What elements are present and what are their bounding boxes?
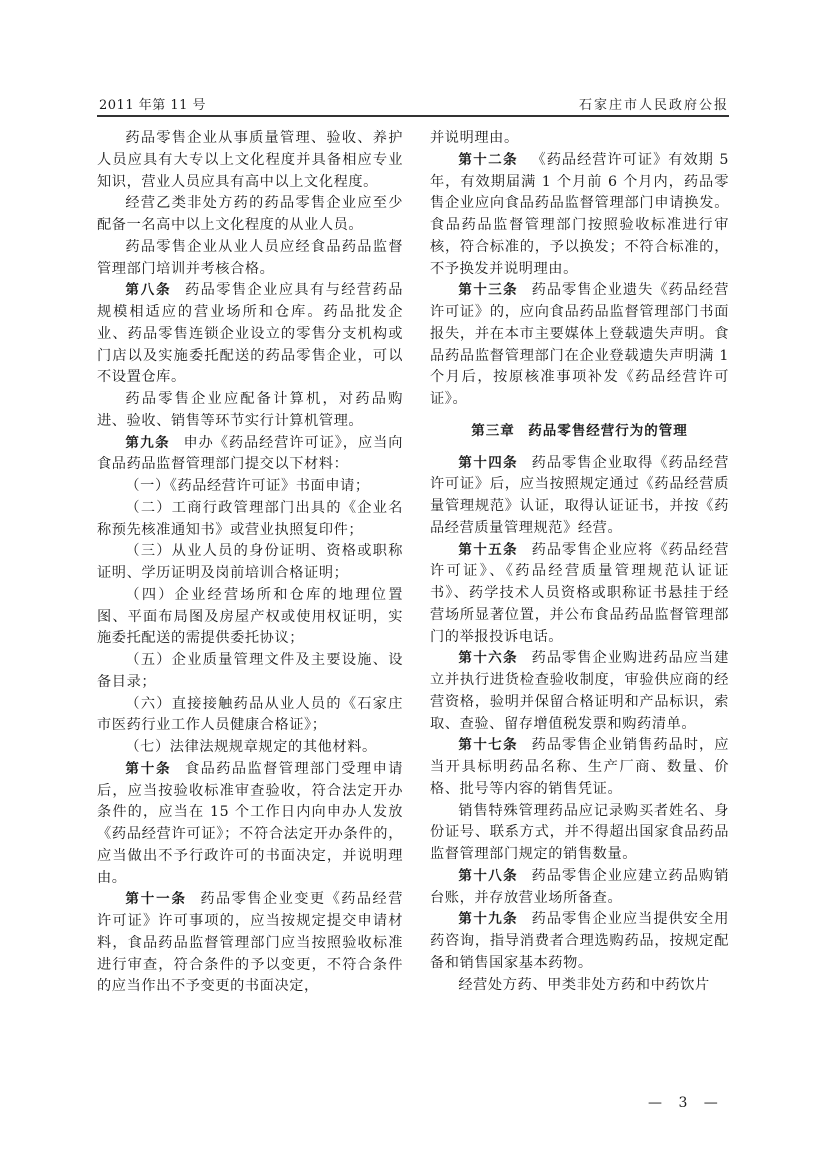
paragraph [97, 694, 403, 738]
paragraph [97, 476, 403, 498]
paragraph-text: （一）《药品经营许可证》书面申请； [125, 478, 370, 494]
article-number: 第十二条 [458, 151, 519, 168]
paragraph [97, 498, 403, 542]
page-number: — 3 — [648, 1095, 724, 1111]
article-number: 第十四条 [458, 454, 519, 471]
publication-title: 石家庄市人民政府公报 [578, 98, 729, 113]
left-column [97, 128, 403, 998]
paragraph-text: 《药品经营许可证》有效期 5 年，有效期届满 1 个月前 6 个月内，药品零售企业应向食品药品监督管理部门申请换发。食品药品监督管理部门按照验收标准进行审核，符合标准的，予以换发；不符合标准的，不予换发并说明理由。 [430, 151, 730, 277]
right-column-top [430, 128, 729, 411]
paragraph [430, 975, 729, 997]
paragraph-text: （六）直接接触药品从业人员的《石家庄市医药行业工作人员健康合格证》； [97, 695, 403, 734]
article-number: 第十九条 [458, 911, 519, 928]
paragraph-text: 药品零售企业从业人员应经食品药品监督管理部门培训并考核合格。 [97, 238, 403, 277]
right-column [430, 128, 729, 996]
paragraph [97, 193, 403, 237]
paragraph [430, 801, 729, 866]
paragraph [97, 389, 403, 433]
paragraph-text: 药品零售企业遗失《药品经营许可证》的，应向食品药品监督管理部门书面报失，并在本市主要媒体上登载遗失声明。食品药品监督管理部门在企业登载遗失声明满 1 个月后，按原核准事项补发《药品经营许可证》。 [430, 282, 729, 407]
paragraph-text: 药品零售企业购进药品应当建立并执行进货检查验收制度，审验供应商的经营资格，验明并保留合格证明和产品标识，索取、查验、留存增值税发票和购药清单。 [430, 650, 729, 732]
article-number: 第十条 [125, 760, 172, 777]
paragraph [97, 433, 403, 477]
article-number: 第十八条 [458, 867, 519, 884]
paragraph [430, 540, 729, 649]
right-column-bottom [430, 453, 729, 997]
paragraph-text: 销售特殊管理药品应记录购买者姓名、身份证号、联系方式，并不得超出国家食品药品监督管理部门规定的销售数量。 [430, 802, 729, 862]
paragraph-text: 药品零售企业取得《药品经营许可证》后，应当按照规定通过《药品经营质量管理规范》认证，取得认证证书，并按《药品经营质量管理规范》经营。 [430, 454, 729, 536]
article-number: 第十三条 [458, 282, 519, 299]
paragraph-text: 经营乙类非处方药的药品零售企业应至少配备一名高中以上文化程度的从业人员。 [97, 195, 403, 233]
paragraph [97, 585, 403, 650]
paragraph-text: 药品零售企业应建立药品购销台账，并存放营业场所备查。 [430, 867, 729, 906]
paragraph-text: 食品药品监督管理部门受理申请后，应当按验收标准审查验收，符合法定开办条件的，应当在 15 个工作日内向申办人发放《药品经营许可证》；不符合法定开办条件的，应当做出不予行政许可的书面决定，并说明理由。 [97, 760, 403, 886]
paragraph-text: 经营处方药、甲类非处方药和中药饮片 [458, 976, 710, 993]
paragraph [430, 648, 729, 735]
paragraph-text: 并说明理由。 [430, 130, 519, 146]
paragraph [430, 735, 729, 800]
paragraph [430, 866, 729, 910]
article-number: 第十五条 [458, 541, 519, 558]
paragraph [97, 237, 403, 281]
issue-number: 2011 年第 11 号 [99, 98, 207, 113]
paragraph-text: 药品零售企业销售药品时，应当开具标明药品名称、生产厂商、数量、价格、批号等内容的销售凭证。 [430, 737, 729, 797]
article-number: 第十六条 [458, 650, 519, 667]
paragraph-text: （四）企业经营场所和仓库的地理位置图、平面布局图及房屋产权或使用权证明，实施委托配送的需提供委托协议； [97, 586, 403, 647]
paragraph [430, 150, 729, 281]
paragraph [430, 128, 729, 150]
paragraph [97, 737, 403, 759]
paragraph-text: （三）从业人员的身份证明、资格或职称证明、学历证明及岗前培训合格证明； [97, 543, 403, 581]
paragraph-text: 药品零售企业应将《药品经营许可证》、《药品经营质量管理规范认证证书》、药学技术人员资格或职称证书悬挂于经营场所显著位置，并公布食品药品监督管理部门的举报投诉电话。 [430, 541, 729, 645]
running-header [97, 94, 729, 114]
paragraph [97, 889, 403, 998]
paragraph-text: （五）企业质量管理文件及主要设施、设备目录； [97, 652, 403, 690]
paragraph-text: 药品零售企业应具有与经营药品规模相适应的营业场所和仓库。药品批发企业、药品零售连锁企业设立的零售分支机构或门店以及实施委托配送的药品零售企业，可以不设置仓库。 [97, 282, 403, 386]
paragraph [97, 541, 403, 585]
paragraph-text: 药品零售企业应当提供安全用药咨询，指导消费者合理选购药品，按规定配备和销售国家基本药物。 [430, 911, 729, 971]
article-number: 第九条 [125, 434, 170, 451]
paragraph-text: （二）工商行政管理部门出具的《企业名称预先核准通知书》或营业执照复印件； [97, 499, 403, 538]
paragraph [430, 909, 729, 974]
paragraph [430, 453, 729, 540]
paragraph [97, 280, 403, 389]
paragraph [430, 280, 729, 411]
chapter-title: 药品零售经营行为的管理 [528, 422, 688, 439]
paragraph-text: 申办《药品经营许可证》，应当向食品药品监督管理部门提交以下材料： [97, 434, 404, 473]
paragraph-text: 药品零售企业从事质量管理、验收、养护人员应具有大专以上文化程度并具备相应专业知识，营业人员应具有高中以上文化程度。 [97, 130, 403, 190]
paragraph [97, 650, 403, 694]
paragraph-text: 药品零售企业变更《药品经营许可证》许可事项的，应当按规定提交申请材料，食品药品监督管理部门应当按照验收标准进行审查，符合条件的予以变更，不符合条件的应当作出不予变更的书面决定， [97, 891, 403, 995]
paragraph [97, 128, 403, 193]
paragraph-text: （七）法律法规规章规定的其他材料。 [125, 739, 377, 755]
article-number: 第十七条 [458, 737, 519, 754]
chapter-heading [430, 421, 729, 443]
article-number: 第八条 [125, 282, 172, 299]
paragraph [97, 759, 403, 890]
paragraph-text: 药品零售企业应配备计算机，对药品购进、验收、销售等环节实行计算机管理。 [97, 391, 403, 429]
chapter-number: 第三章 [471, 422, 515, 439]
header-rule [97, 115, 729, 117]
article-number: 第十一条 [125, 891, 187, 908]
